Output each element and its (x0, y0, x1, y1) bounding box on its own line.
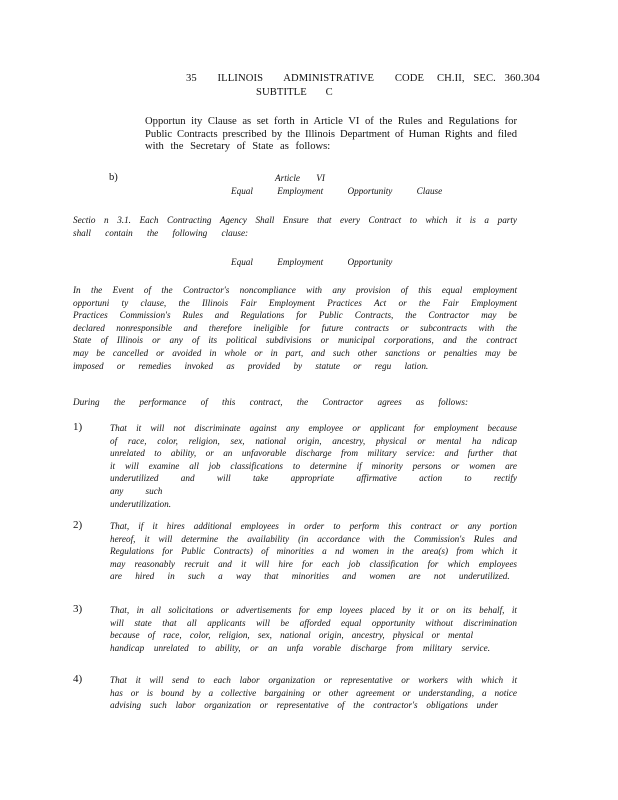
item-line: may reasonably recruit and it will hire for each job classification for which employees (110, 558, 517, 569)
item-line: That it will not discriminate against any employee or applicant for employment because (110, 423, 517, 433)
item-line: because of race, color, religion, sex, national origin, ancestry, physical or mental (110, 630, 473, 641)
item-line: underutilized and will take appropriate affirmative action to rectify any such (110, 473, 517, 496)
event-line: declared nonresponsible and therefore ineligible for future contracts or subcontracts with the (73, 322, 517, 333)
intro-line: with the Secretary of State as follows: (145, 141, 331, 153)
item-line: unrelated to ability, or an unfavorable discharge from military service: and further that (110, 448, 517, 459)
event-line: imposed or remedies invoked as provided by statute or regu lation. (73, 360, 429, 371)
event-line: State of Illinois or any of its political subdivisions or municipal corporations, and the contract (73, 335, 517, 346)
during-line: During the performance of this contract, the Contractor agrees as follows: (73, 397, 469, 407)
clause-title: Equal Employment Opportunity (231, 257, 393, 267)
item-number: 4) (73, 673, 83, 685)
subtitle: SUBTITLE C (256, 87, 333, 98)
item-line: underutilization. (110, 498, 171, 509)
section-3-1 (73, 214, 517, 239)
event-line: In the Event of the Contractor's noncompliance with any provision of this equal employment (73, 285, 517, 295)
item-number: 1) (73, 421, 83, 433)
item-number: 3) (73, 603, 83, 615)
intro-paragraph (145, 116, 517, 154)
event-paragraph (73, 284, 517, 372)
event-line: opportuni ty clause, the Illinois Fair Employment Practices Act or the Fair Employment (73, 297, 517, 308)
item-number: 2) (73, 519, 83, 531)
item-1-text (110, 422, 517, 510)
item-line: it will examine all job classifications to determine if minority persons or women are (110, 460, 517, 471)
section-marker: b) (109, 172, 118, 183)
item-line: That it will send to each labor organization or representative or workers with which it (110, 675, 517, 685)
item-line: has or is bound by a collective bargaining or other agreement or understanding, a notice (110, 687, 517, 698)
intro-line: Public Contracts prescribed by the Illinois Department of Human Rights and filed (145, 128, 517, 140)
item-line: hereof, it will determine the availability (in accordance with the Commission's Rules and (110, 533, 517, 544)
event-line: may be cancelled or avoided in whole or in part, and such other sanctions or penalties may be (73, 347, 517, 358)
item-line: That, in all solicitations or advertisements for emp loyees placed by it or on its behalf, it (110, 605, 517, 615)
item-line: will state that all applicants will be afforded equal opportunity without discrimination (110, 617, 517, 628)
item-4-text (110, 674, 517, 712)
code-title: 35 ILLINOIS ADMINISTRATIVE CODE (186, 73, 425, 84)
item-line: That, if it hires additional employees in order to perform this contract or any portion (110, 521, 517, 531)
item-line: Regulations for Public Contracts) of minorities a nd women in the area(s) from which it (110, 546, 517, 557)
item-line: advising such labor organization or representative of the contractor's obligations under (110, 700, 498, 711)
intro-line: Opportun ity Clause as set forth in Article VI of the Rules and Regulations for (145, 116, 517, 127)
section-line: shall contain the following clause: (73, 227, 249, 238)
section-line: Sectio n 3.1. Each Contracting Agency Shall Ensure that every Contract to which it is a party (73, 215, 517, 225)
item-line: handicap unrelated to ability, or an unfa vorable discharge from military service. (110, 642, 490, 653)
item-line: are hired in such a way that minorities and women are not underutilized. (110, 571, 510, 582)
item-line: of race, color, religion, sex, national origin, ancestry, physical or mental ha ndicap (110, 435, 517, 446)
item-2-text (110, 520, 517, 583)
event-line: Practices Commission's Rules and Regulations for Public Contracts, the Contractor may be (73, 310, 517, 321)
article-number: Article VI (275, 173, 325, 183)
chapter-section: CH.II, SEC. 360.304 (437, 73, 540, 84)
article-heading: Equal Employment Opportunity Clause (231, 186, 443, 196)
item-3-text (110, 604, 517, 654)
